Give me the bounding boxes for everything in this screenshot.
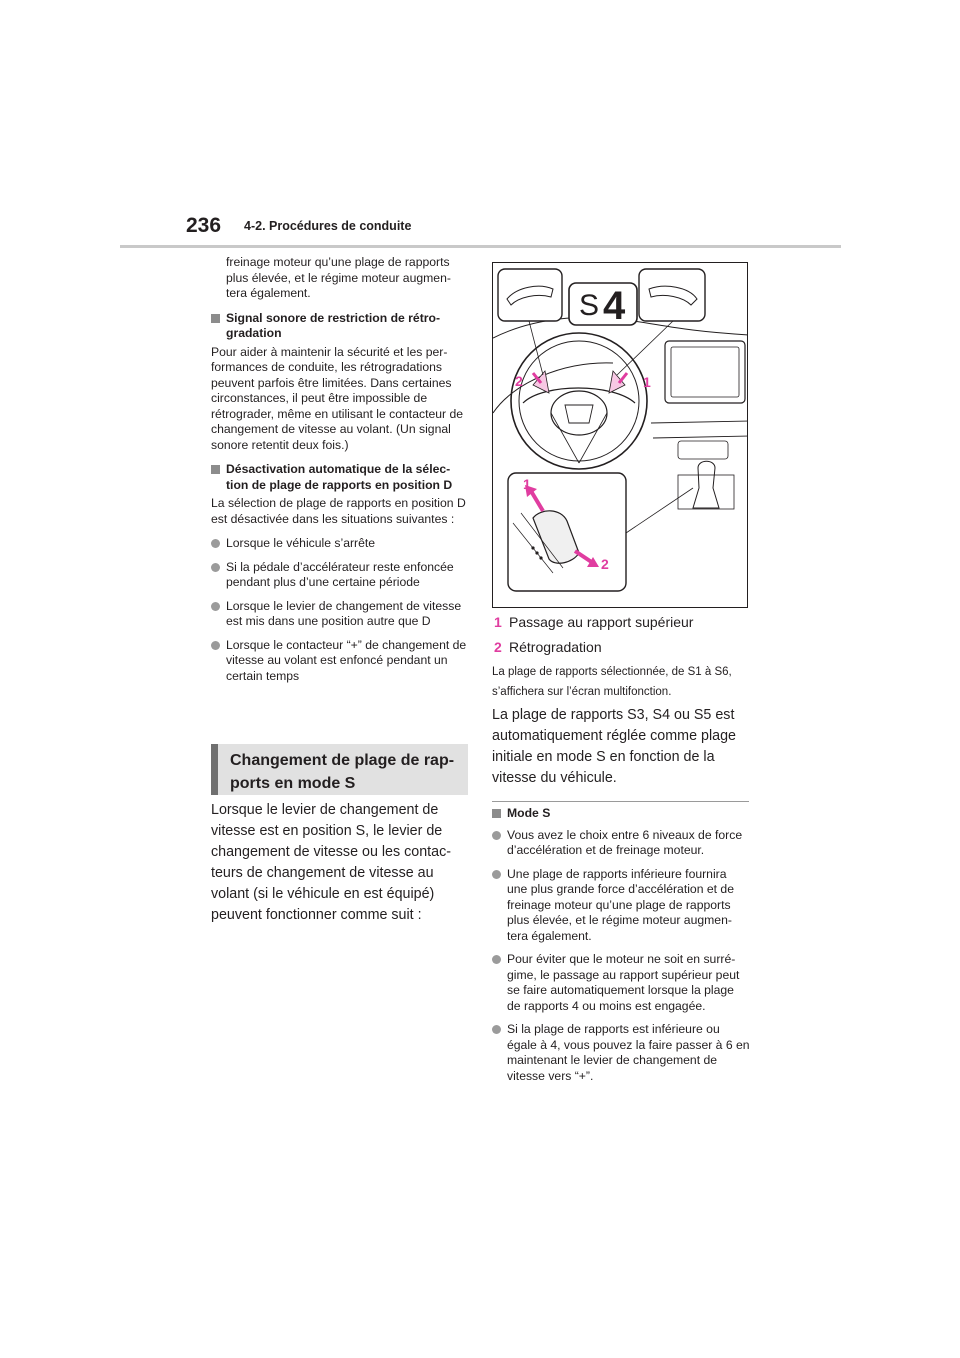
illustration-svg	[493, 263, 748, 608]
header-divider	[120, 245, 841, 248]
section-title: 4-2. Procédures de conduite	[244, 219, 412, 233]
section-heading-box: Changement de plage de rap-ports en mode S	[211, 744, 468, 795]
list-item: Une plage de rapports inférieure fournira une plus grande force d’accélération et de freinage moteur qu’une plage de rapports plus élevée, et le régime moteur augmen-tera également.	[492, 867, 750, 945]
intro-text: freinage moteur qu’une plage de rapports plus élevée, et le régime moteur augmen-tera également.	[226, 255, 451, 300]
page-number: 236	[186, 214, 222, 237]
list-item: Si la pédale d’accélérateur reste enfoncée pendant plus d’une certaine période	[211, 560, 469, 591]
left-column	[211, 255, 469, 692]
list-item: Lorsque le levier de changement de vitesse est mis dans une position autre que D	[211, 599, 469, 630]
bullet-icon	[211, 602, 220, 611]
deactivation-heading: Désactivation automatique de la sélec-tion de plage de rapports en position D	[211, 462, 469, 493]
bullet-icon	[492, 955, 501, 964]
bullet-icon	[492, 870, 501, 879]
initial-range-text: La plage de rapports S3, S4 ou S5 est automatiquement réglée comme plage initiale en mode S en fonction de la vitesse du véhicule.	[492, 707, 736, 786]
display-range-letter: S	[579, 289, 600, 322]
deactivation-text: La sélection de plage de rapports en position D est désactivée dans les situations suivantes :	[211, 496, 466, 526]
list-item: Si la plage de rapports est inférieure ou égale à 4, vous pouvez la faire passer à 6 en maintenant le levier de changement de vitesse vers “+”.	[492, 1022, 750, 1084]
square-bullet-icon	[492, 809, 501, 818]
callout-2-wheel: 2	[515, 373, 523, 389]
callout-1-wheel: 1	[643, 374, 651, 390]
range-note: La plage de rapports sélectionnée, de S1 à S6, s’affichera sur l’écran multifonction.	[492, 666, 732, 698]
list-item: Lorsque le contacteur “+” de changement de vitesse au volant est enfoncé pendant un certain temps	[211, 638, 469, 685]
square-bullet-icon	[211, 465, 220, 474]
bullet-icon	[492, 831, 501, 840]
list-item: Lorsque le véhicule s’arrête	[211, 536, 469, 552]
right-column	[492, 806, 750, 1092]
list-item: Pour éviter que le moteur ne soit en surré-gime, le passage au rapport supérieur peut se faire automatiquement lorsque la plage de rapports 4 ou moins est engagée.	[492, 952, 750, 1014]
list-item: Vous avez le choix entre 6 niveaux de force d’accélération et de freinage moteur.	[492, 828, 750, 859]
bullet-icon	[211, 563, 220, 572]
display-gear-number: 4	[603, 284, 626, 328]
bullet-icon	[211, 539, 220, 548]
shift-illustration	[492, 262, 748, 608]
signal-text: Pour aider à maintenir la sécurité et les per-formances de conduite, les rétrogradations peuvent parfois être limitées. Dans certaines circonstances, il peut être impossible de rétrograder, même en utilisant le contacteur de changement de vitesse au volant. (Un signal sonore retentit deux fois.)	[211, 344, 464, 452]
bullet-icon	[211, 641, 220, 650]
square-bullet-icon	[211, 314, 220, 323]
mode-s-heading: Mode S	[492, 806, 750, 822]
legend-item-upshift: 1 Passage au rapport supérieur	[494, 614, 694, 630]
signal-heading: Signal sonore de restriction de rétro-gradation	[211, 311, 469, 342]
divider	[492, 801, 749, 802]
callout-1-lever: 1	[523, 476, 531, 492]
bullet-icon	[492, 1025, 501, 1034]
callout-2-lever: 2	[601, 556, 609, 572]
mode-s-body: Lorsque le levier de changement de vitesse est en position S, le levier de changement de vitesse ou les contac-teurs de changement de vitesse au volant (si le véhicule en est équipé) peuvent fonctionner comme suit :	[211, 802, 452, 923]
legend-item-downshift: 2 Rétrogradation	[494, 639, 602, 655]
